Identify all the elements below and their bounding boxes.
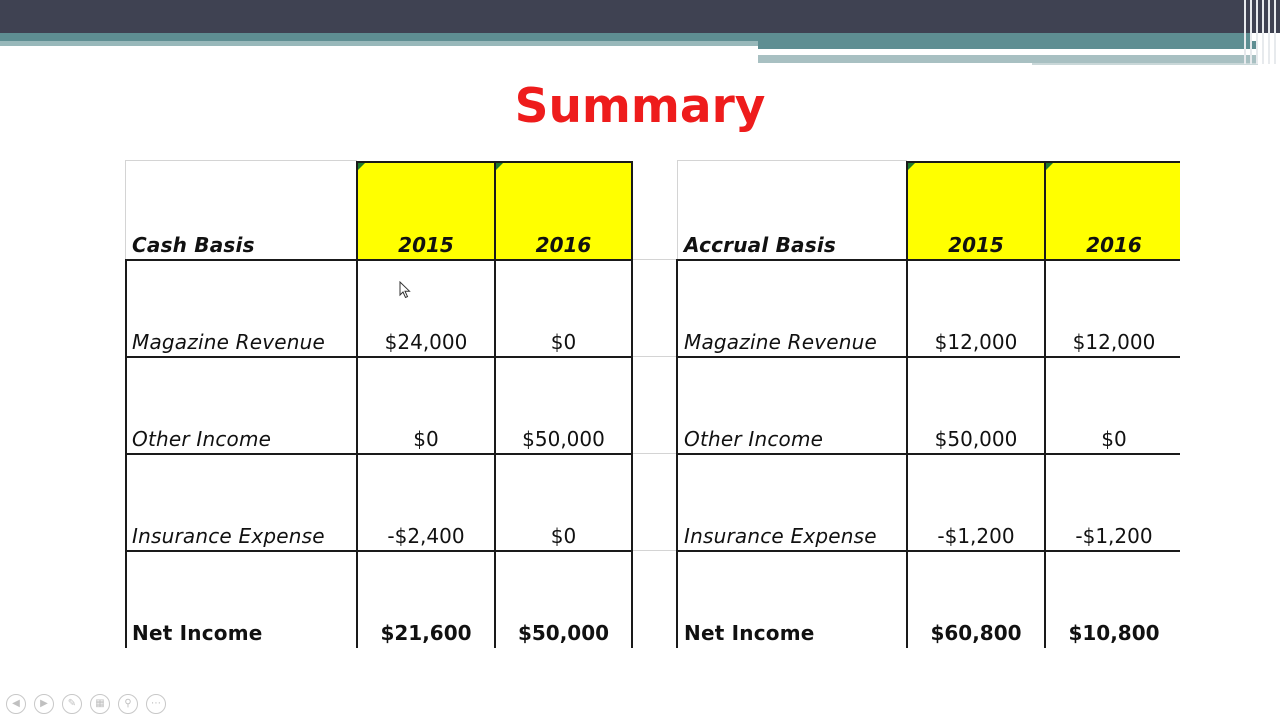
header-accent-stripe (0, 33, 1250, 41)
cash-value-cell[interactable]: $24,000 (384, 330, 468, 354)
table-border (1044, 161, 1046, 648)
previous-icon[interactable]: ◀ (6, 694, 26, 714)
table-border (125, 356, 632, 358)
gridline (632, 356, 677, 357)
accrual-row-label[interactable]: Insurance Expense (684, 524, 877, 548)
header-accent-divider (758, 51, 1186, 53)
table-border (676, 259, 678, 648)
mouse-pointer-icon (399, 281, 411, 299)
cash-value-cell[interactable]: $0 (550, 524, 577, 548)
header-accent-stripe-light (0, 41, 758, 46)
accrual-value-cell[interactable]: $50,000 (934, 427, 1018, 451)
cash-value-cell[interactable]: $50,000 (522, 427, 605, 451)
table-border (677, 550, 1180, 552)
table-border (631, 161, 633, 648)
accrual-value-cell[interactable]: $12,000 (934, 330, 1018, 354)
accrual-row-label[interactable]: Magazine Revenue (684, 330, 878, 354)
table-border (125, 259, 127, 648)
gridline (632, 259, 677, 260)
cash-year-label: 2016 (535, 233, 592, 257)
slides-icon[interactable]: ▦ (90, 694, 110, 714)
accrual-value-cell[interactable]: $12,000 (1072, 330, 1156, 354)
cash-year-label: 2015 (398, 233, 454, 257)
accrual-year-2016-header[interactable] (1045, 162, 1180, 260)
gridline (632, 550, 677, 551)
table-border (677, 356, 1180, 358)
slideshow-toolbar (6, 694, 166, 716)
accrual-value-cell[interactable]: -$1,200 (937, 524, 1015, 548)
cash-net-income-value[interactable]: $21,600 (380, 621, 472, 645)
table-border (494, 161, 496, 648)
cell-note-marker (357, 162, 366, 171)
accrual-net-income-value[interactable]: $10,800 (1068, 621, 1160, 645)
summary-sheet (125, 160, 1180, 648)
pen-icon[interactable]: ✎ (62, 694, 82, 714)
cash-value-cell[interactable]: $0 (550, 330, 577, 354)
cash-row-label[interactable]: Insurance Expense (132, 524, 325, 548)
table-border (125, 453, 632, 455)
table-border (677, 259, 1180, 261)
accrual-year-2015-header[interactable] (907, 162, 1045, 260)
table-border (356, 161, 358, 648)
cash-value-cell[interactable]: $0 (413, 427, 439, 451)
gridline (632, 453, 677, 454)
cell-note-marker (1045, 162, 1054, 171)
cash-basis-header[interactable]: Cash Basis (132, 233, 255, 257)
cash-year-2016-header[interactable] (495, 162, 632, 260)
cell-note-marker (907, 162, 916, 171)
table-border (125, 259, 632, 261)
accrual-net-income-label[interactable]: Net Income (684, 621, 815, 645)
table-border (125, 550, 632, 552)
cash-row-label[interactable]: Other Income (132, 427, 272, 451)
accrual-net-income-value[interactable]: $60,800 (930, 621, 1022, 645)
header-accent-thin (1032, 63, 1258, 65)
accrual-row-label[interactable]: Other Income (684, 427, 824, 451)
header-accent-block-light (758, 55, 1258, 63)
header-corner-stripes (1240, 0, 1280, 64)
accrual-basis-header[interactable]: Accrual Basis (684, 233, 836, 257)
cash-value-cell[interactable]: -$2,400 (387, 524, 465, 548)
header-banner (0, 0, 1280, 33)
accrual-value-cell[interactable]: $0 (1101, 427, 1127, 451)
cell-note-marker (495, 162, 504, 171)
table-border (677, 453, 1180, 455)
table-border (906, 161, 908, 648)
accrual-year-label: 2015 (948, 233, 1004, 257)
cash-net-income-label[interactable]: Net Income (132, 621, 263, 645)
more-icon[interactable]: ⋯ (146, 694, 166, 714)
cash-row-label[interactable]: Magazine Revenue (132, 330, 326, 354)
zoom-icon[interactable]: ⚲ (118, 694, 138, 714)
next-icon[interactable]: ▶ (34, 694, 54, 714)
slide-title: Summary (514, 79, 766, 134)
header-accent-block (758, 41, 1258, 49)
accrual-value-cell[interactable]: -$1,200 (1075, 524, 1153, 548)
cash-year-2015-header[interactable] (357, 162, 495, 260)
cash-net-income-value[interactable]: $50,000 (517, 621, 610, 645)
accrual-year-label: 2016 (1086, 233, 1142, 257)
